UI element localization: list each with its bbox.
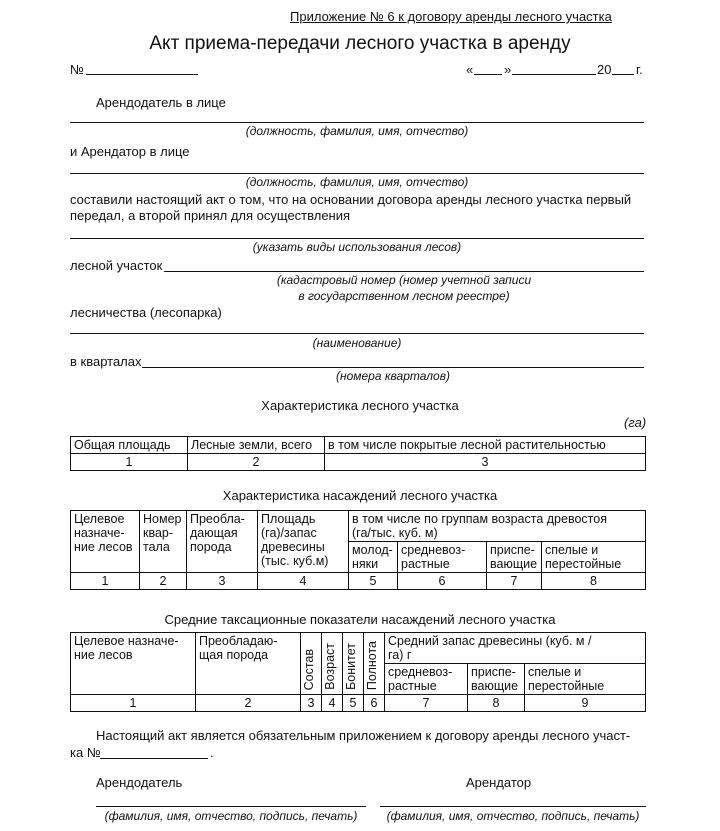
lessor-signature-field[interactable] xyxy=(96,806,366,807)
table3-col-number: 6 xyxy=(364,695,385,712)
lessee-signature-label: Арендатор xyxy=(466,775,532,790)
table1-col-number: 3 xyxy=(325,454,646,471)
date-close-quote: » xyxy=(504,62,512,77)
forest-plot-caption-2: в государственном лесном реестре) xyxy=(298,289,510,303)
table3-col-number: 9 xyxy=(525,695,646,712)
forest-use-field[interactable] xyxy=(70,238,644,239)
contract-number-field[interactable] xyxy=(100,758,208,759)
table3-col-number: 1 xyxy=(71,695,196,712)
lessee-field[interactable] xyxy=(70,173,644,174)
table1-col-number: 2 xyxy=(188,454,325,471)
date-year-field[interactable] xyxy=(612,74,634,75)
table1-col-number: 1 xyxy=(71,454,188,471)
quarters-field[interactable] xyxy=(142,367,644,368)
appendix-reference: Приложение № 6 к договору аренды лесного участка xyxy=(290,9,612,24)
table2-col-number: 4 xyxy=(258,573,349,590)
table2-sub-ripening: приспе- вающие xyxy=(487,542,542,573)
table3-header-age: Возраст xyxy=(322,633,343,695)
table2-header-purpose: Целевое назначе- ние лесов xyxy=(71,511,140,573)
date-month-field[interactable] xyxy=(512,74,596,75)
lessee-signature-field[interactable] xyxy=(380,806,646,807)
table3-header-average-stock: Средний запас древесины (куб. м / га) г xyxy=(385,633,646,664)
table3-header-species: Преобладаю- щая порода xyxy=(196,633,301,695)
table2-header-species: Преобла- дающая порода xyxy=(187,511,258,573)
table3-col-number: 8 xyxy=(468,695,525,712)
table2-title: Характеристика насаждений лесного участка xyxy=(222,488,498,503)
table2-col-number: 6 xyxy=(398,573,487,590)
table1-header-forest-lands: Лесные земли, всего xyxy=(188,437,325,454)
table1-unit: (га) xyxy=(624,415,647,430)
table3-header-purpose: Целевое назначе- ние лесов xyxy=(71,633,196,695)
lessee-label: и Арендатор в лице xyxy=(70,144,190,159)
table2-sub-middle-aged: средневоз- растные xyxy=(398,542,487,573)
table3-header-composition: Состав xyxy=(301,633,322,695)
table1-title: Характеристика лесного участка xyxy=(261,398,459,413)
land-characteristics-table xyxy=(70,436,646,471)
forest-plot-label: лесной участок xyxy=(70,258,163,273)
table3-col-number: 5 xyxy=(343,695,364,712)
lessee-caption: (должность, фамилия, имя, отчество) xyxy=(245,175,469,189)
act-number-field[interactable] xyxy=(86,74,198,75)
forestry-field[interactable] xyxy=(70,333,644,334)
table3-col-number: 4 xyxy=(322,695,343,712)
date-day-field[interactable] xyxy=(474,74,502,75)
table1-header-total-area: Общая площадь xyxy=(71,437,188,454)
lessor-signature-caption: (фамилия, имя, отчество, подпись, печать) xyxy=(104,809,358,823)
forestry-label: лесничества (лесопарка) xyxy=(70,305,222,320)
year-prefix: 20 xyxy=(597,62,612,77)
table2-col-number: 1 xyxy=(71,573,140,590)
closing-statement-suffix: . xyxy=(210,745,214,760)
document-title: Акт приема-передачи лесного участка в аренду xyxy=(149,33,571,54)
table2-sub-mature: спелые и перестойные xyxy=(542,542,646,573)
closing-statement-prefix: ка № xyxy=(70,745,101,760)
closing-statement-line-1: Настоящий акт является обязательным приложением к договору аренды лесного участ- xyxy=(96,728,631,743)
table2-col-number: 3 xyxy=(187,573,258,590)
forest-plot-caption-1: (кадастровый номер (номер учетной записи xyxy=(276,273,532,287)
lessee-signature-caption: (фамилия, имя, отчество, подпись, печать) xyxy=(386,809,640,823)
forest-use-caption: (указать виды использования лесов) xyxy=(252,240,462,254)
lessor-label: Арендодатель в лице xyxy=(96,95,226,110)
date-open-quote: « xyxy=(466,62,474,77)
act-number-label: № xyxy=(70,62,84,77)
quarters-label: в кварталах xyxy=(70,354,142,369)
table3-sub-ripening: приспе- вающие xyxy=(468,664,525,695)
table3-col-number: 2 xyxy=(196,695,301,712)
table2-header-area-volume: Площадь (га)/запас древесины (тыс. куб.м) xyxy=(258,511,349,573)
forestry-caption: (наименование) xyxy=(312,336,402,350)
lessor-field[interactable] xyxy=(70,122,644,123)
lessor-signature-label: Арендодатель xyxy=(96,775,183,790)
quarters-caption: (номера кварталов) xyxy=(336,369,450,383)
table2-header-quarter: Номер квар- тала xyxy=(140,511,187,573)
year-suffix: г. xyxy=(636,62,643,77)
lessor-caption: (должность, фамилия, имя, отчество) xyxy=(245,124,469,138)
stands-characteristics-table xyxy=(70,510,646,590)
table3-sub-mature: спелые и перестойные xyxy=(525,664,646,695)
table3-col-number: 7 xyxy=(385,695,468,712)
table3-sub-middle-aged: средневоз- растные xyxy=(385,664,468,695)
table1-header-covered: в том числе покрытые лесной растительностью xyxy=(325,437,646,454)
table2-col-number: 7 xyxy=(487,573,542,590)
table2-sub-young: молод- няки xyxy=(349,542,398,573)
table3-col-number: 3 xyxy=(301,695,322,712)
table2-header-age-groups: в том числе по группам возраста древостоя (га/тыс. куб. м) xyxy=(349,511,646,542)
table3-header-density: Полнота xyxy=(364,633,385,695)
table2-col-number: 5 xyxy=(349,573,398,590)
statement-line-2: передал, а второй принял для осуществления xyxy=(70,208,351,223)
table3-title: Средние таксационные показатели насаждений лесного участка xyxy=(164,612,556,627)
table2-col-number: 2 xyxy=(140,573,187,590)
taxation-indicators-table xyxy=(70,632,646,712)
statement-line-1: составили настоящий акт о том, что на основании договора аренды лесного участка первый xyxy=(70,192,632,207)
forest-plot-field[interactable] xyxy=(164,271,644,272)
table2-col-number: 8 xyxy=(542,573,646,590)
table3-header-site-class: Бонитет xyxy=(343,633,364,695)
